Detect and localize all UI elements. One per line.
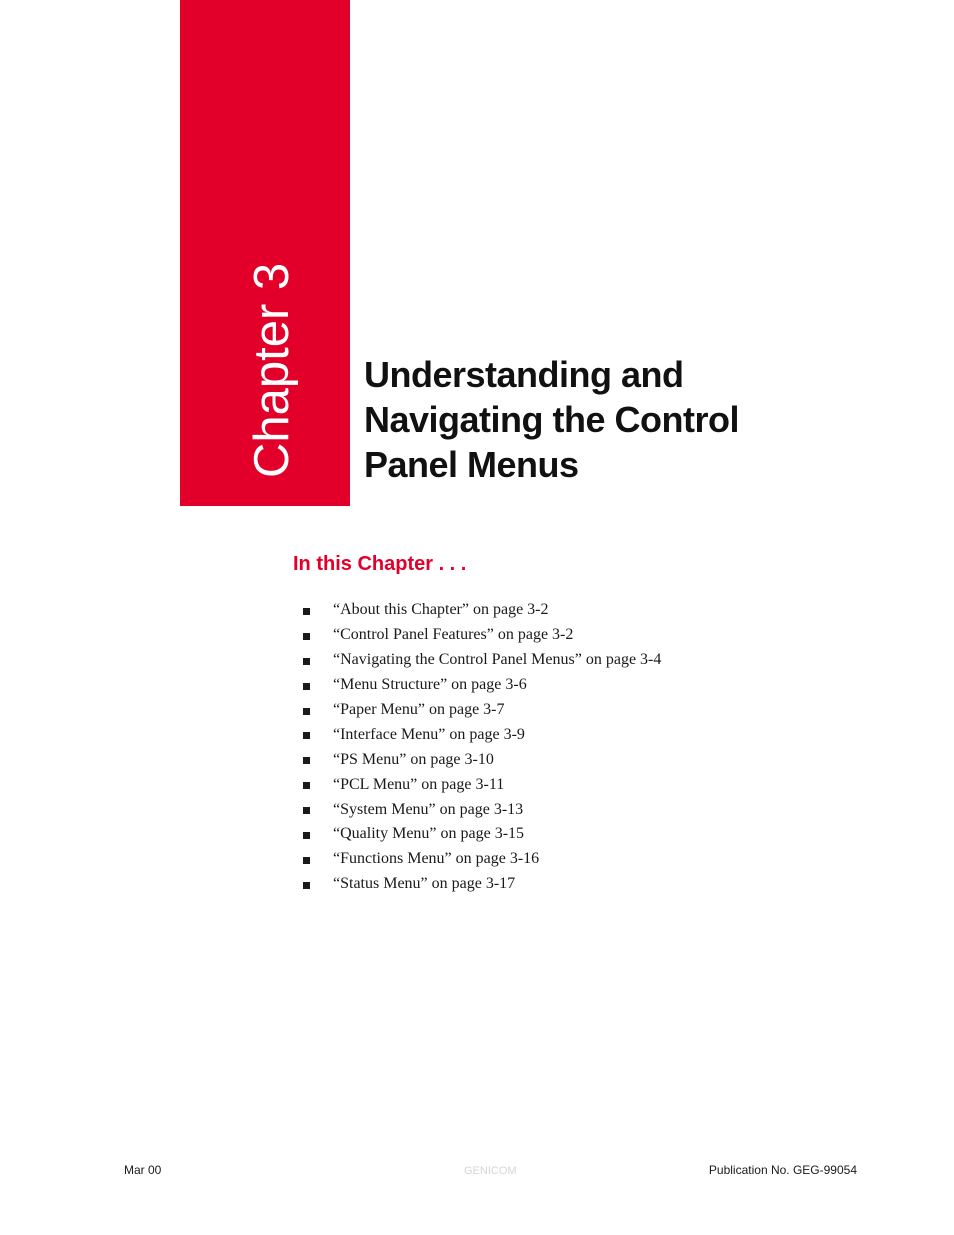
toc-item-link[interactable]: “PS Menu” on page 3-10 [333, 750, 494, 768]
toc-item-link[interactable]: “System Menu” on page 3-13 [333, 800, 524, 818]
toc-item[interactable] [303, 747, 661, 772]
toc-item-link[interactable]: “Control Panel Features” on page 3-2 [333, 626, 574, 644]
square-bullet-icon [303, 857, 310, 864]
toc-item[interactable] [303, 722, 661, 747]
square-bullet-icon [303, 832, 310, 839]
toc-item-link[interactable]: “About this Chapter” on page 3-2 [333, 601, 549, 619]
chapter-title-line: Panel Menus [364, 444, 579, 485]
toc-item-link[interactable]: “Functions Menu” on page 3-16 [333, 850, 540, 868]
toc-item[interactable] [303, 673, 661, 698]
square-bullet-icon [303, 658, 310, 665]
toc-item-link[interactable]: “Navigating the Control Panel Menus” on page 3-4 [333, 651, 662, 669]
square-bullet-icon [303, 882, 310, 889]
toc-item-link[interactable]: “PCL Menu” on page 3-11 [333, 775, 505, 793]
square-bullet-icon [303, 633, 310, 640]
square-bullet-icon [303, 708, 310, 715]
toc-item[interactable] [303, 698, 661, 723]
toc-item[interactable] [303, 772, 661, 797]
toc-item[interactable] [303, 872, 661, 897]
square-bullet-icon [303, 782, 310, 789]
toc-item[interactable] [303, 797, 661, 822]
toc-item[interactable] [303, 623, 661, 648]
chapter-title [364, 352, 924, 487]
toc-item-link[interactable]: “Interface Menu” on page 3-9 [333, 725, 525, 743]
toc-item[interactable] [303, 598, 661, 623]
footer-date: Mar 00 [124, 1163, 162, 1177]
chapter-title-line: Navigating the Control [364, 399, 739, 440]
toc-item-link[interactable]: “Status Menu” on page 3-17 [333, 875, 516, 893]
toc-item-link[interactable]: “Paper Menu” on page 3-7 [333, 701, 505, 718]
square-bullet-icon [303, 732, 310, 739]
square-bullet-icon [303, 757, 310, 764]
toc-item-link[interactable]: “Menu Structure” on page 3-6 [333, 676, 527, 694]
footer-publication-number: Publication No. GEG-99054 [708, 1163, 857, 1177]
toc-item[interactable] [303, 648, 661, 673]
square-bullet-icon [303, 807, 310, 814]
square-bullet-icon [303, 608, 310, 615]
chapter-contents-list [303, 598, 661, 897]
chapter-label: Chapter 3 [245, 262, 299, 478]
toc-item[interactable] [303, 822, 661, 847]
section-heading: In this Chapter . . . [293, 553, 467, 575]
toc-item-link[interactable]: “Quality Menu” on page 3-15 [333, 825, 525, 843]
toc-item[interactable] [303, 847, 661, 872]
square-bullet-icon [303, 683, 310, 690]
footer-watermark: GENICOM [464, 1165, 517, 1177]
chapter-title-line: Understanding and [364, 354, 684, 395]
